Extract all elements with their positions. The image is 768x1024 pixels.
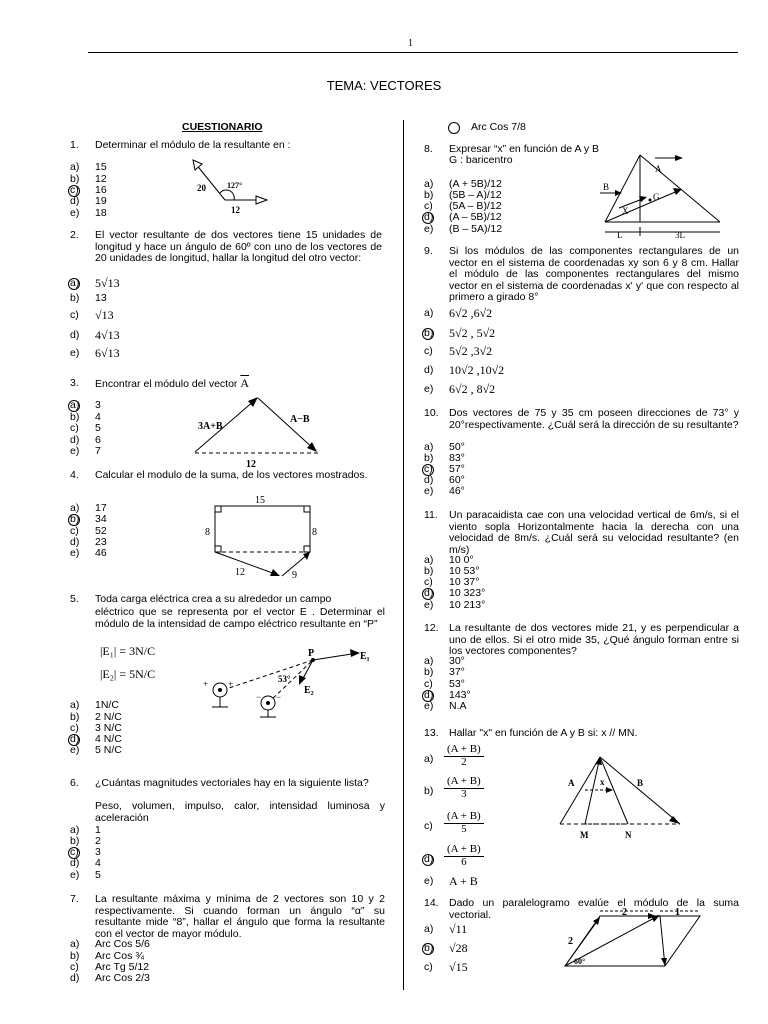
question-text-main: Encontrar el módulo del vector: [95, 378, 238, 390]
vector-symbol: $\overline{A}$: [240, 376, 249, 390]
option-value: 53°: [449, 678, 465, 690]
option-label: a): [70, 399, 80, 411]
question-number: 13.: [424, 727, 439, 739]
option-value: 1N/C: [95, 699, 119, 711]
option-value: 13: [95, 292, 107, 304]
question-number: 10.: [424, 407, 439, 419]
option-label: e): [424, 383, 434, 395]
option-label: d): [424, 211, 434, 223]
fig-label: 2: [622, 908, 627, 918]
question-text: Peso, volumen, impulso, calor, intensidad luminosa y aceleración: [95, 800, 385, 824]
option-value: 18: [95, 207, 107, 219]
fraction-denominator: 2: [461, 755, 467, 768]
option-label: c): [70, 184, 79, 196]
option-label: a): [70, 824, 80, 836]
option-label: d): [70, 195, 80, 207]
option-value: 37°: [449, 666, 465, 678]
fig-label: 20: [197, 183, 206, 193]
q4-figure: [200, 492, 330, 582]
option-value: √28: [449, 941, 468, 955]
fig-label: x: [600, 777, 605, 787]
option-value: A + B: [449, 874, 478, 888]
field-e1: |E₁| = 3N/C: [100, 644, 156, 658]
option-value: √13: [95, 308, 114, 322]
option-value: 6√2 , 8√2: [449, 382, 496, 396]
option-value: Arc Tg 5/12: [95, 961, 150, 973]
option-value: 5 N/C: [95, 744, 122, 756]
option-value: (A – 5B)/12: [449, 211, 502, 223]
option-label: a): [70, 938, 80, 950]
fig-label: 127°: [227, 181, 243, 190]
option-value: 5: [95, 422, 101, 434]
option-value: Arc Cos 7/8: [471, 121, 526, 133]
question-text: Determinar el módulo de la resultante en :: [95, 139, 291, 151]
question-text: Calcular el modulo de la suma, de los vectores mostrados.: [95, 469, 368, 481]
option-value: 6√2 ,6√2: [449, 306, 493, 320]
option-value: 57°: [449, 463, 465, 475]
question-number: 9.: [424, 245, 433, 257]
option-value: 30°: [449, 655, 465, 667]
option-label: e): [424, 599, 434, 611]
fig-label: M: [580, 830, 589, 840]
option-label: b): [70, 292, 80, 304]
question-number: 4.: [70, 469, 79, 481]
option-label: b): [70, 411, 80, 423]
question-text: Dado un paralelogramo evalúe el módulo de la suma vectorial.: [449, 897, 739, 921]
option-value: (B – 5A)/12: [449, 223, 503, 235]
option-label: b): [70, 950, 80, 962]
option-label: a): [424, 923, 434, 935]
answer-circle: [448, 122, 460, 134]
option-label: e): [424, 485, 434, 497]
option-label: c): [70, 309, 79, 321]
option-label: c): [424, 576, 433, 588]
option-value: 1: [95, 824, 101, 836]
option-label: d): [424, 474, 434, 486]
option-label: b): [424, 327, 434, 339]
option-value: N.A: [449, 700, 467, 712]
fig-label: 9: [292, 570, 297, 581]
field-e2: |E₂| = 5N/C: [100, 667, 156, 681]
question-number: 1.: [70, 139, 79, 151]
option-label: a): [424, 307, 434, 319]
option-label: c): [424, 678, 433, 690]
question-text: [95, 378, 249, 391]
section-heading: CUESTIONARIO: [182, 121, 263, 133]
option-label: c): [70, 961, 79, 973]
option-label: c): [424, 463, 433, 475]
fig-label: X: [622, 206, 629, 216]
question-number: 2.: [70, 229, 79, 241]
option-value: 4√13: [95, 328, 120, 342]
fraction-numerator: (A + B): [444, 776, 484, 789]
option-value: 4: [95, 411, 101, 423]
option-label: d): [70, 972, 80, 984]
option-value: 10 213°: [449, 599, 486, 611]
fig-label: 12: [246, 459, 256, 470]
question-number: 12.: [424, 622, 439, 634]
option-value: 60°: [449, 474, 465, 486]
option-value: 143°: [449, 689, 471, 701]
option-value: 6: [95, 434, 101, 446]
fig-label: 60°: [574, 957, 586, 966]
option-value: 5√2 , 5√2: [449, 326, 496, 340]
option-value: 2: [95, 835, 101, 847]
option-label: e): [70, 347, 80, 359]
fig-label: 8: [205, 527, 210, 538]
question-text: La resultante máxima y mínima de 2 vectores son 10 y 2 respectivamente. Si cuando forman un ángulo “α” su resultante mide “8”, hallar el ángulo que forma la resultante con el vector de mayor módulo.: [95, 893, 385, 940]
option-label: e): [424, 700, 434, 712]
option-label: b): [424, 785, 434, 797]
question-text: eléctrico que se representa por el vector E . Determinar el módulo de la intensidad de campo eléctrico resultante en “P”: [95, 606, 385, 630]
fig-label: N: [625, 830, 632, 840]
option-label: a): [424, 178, 434, 190]
option-label: e): [70, 207, 80, 219]
option-value: 17: [95, 502, 107, 514]
option-value: 16: [95, 184, 107, 196]
option-value: 10 37°: [449, 576, 480, 588]
minus-signs: −: [256, 692, 262, 702]
question-text: Un paracaidista cae con una velocidad vertical de 6m/s, si el viento sopla Horizontalmente hacia la derecha con una velocidad de 8m/s. ¿Cuál será su velocidad resultante? (en m/s): [449, 509, 739, 556]
option-label: a): [424, 655, 434, 667]
option-value: 4: [95, 857, 101, 869]
option-value: 10√2 ,10√2: [449, 363, 505, 377]
option-label: b): [70, 173, 80, 185]
option-value: 23: [95, 536, 107, 548]
question-text: La resultante de dos vectores mide 21, y es perpendicular a uno de ellos. Si el otro mide 35, ¿Qué ángulo forman entre si los vectores componentes?: [449, 622, 739, 657]
option-value: 50°: [449, 441, 465, 453]
fig-label: A: [568, 778, 575, 788]
option-value: 46°: [449, 485, 465, 497]
fig-label: 3L: [675, 230, 685, 240]
question-text: Toda carga eléctrica crea a su alrededor un campo: [95, 593, 332, 605]
fig-label: 3A+B: [198, 421, 223, 432]
option-value: 3 N/C: [95, 722, 122, 734]
option-label: e): [70, 445, 80, 457]
question-number: 8.: [424, 143, 433, 155]
option-label: b): [70, 711, 80, 723]
fig-label: 2: [568, 936, 573, 947]
option-label: b): [424, 565, 434, 577]
option-label: e): [424, 875, 434, 887]
plus-signs: +: [203, 679, 209, 689]
fraction-numerator: (A + B): [444, 811, 484, 824]
fig-label: 12: [235, 567, 245, 578]
option-value: 10 0°: [449, 554, 474, 566]
option-label: e): [70, 869, 80, 881]
fig-label: P: [308, 648, 315, 659]
option-label: d): [424, 689, 434, 701]
page-title: TEMA: VECTORES: [326, 78, 442, 93]
option-label: a): [424, 441, 434, 453]
option-value: 12: [95, 173, 107, 185]
option-label: a): [70, 502, 80, 514]
question-number: 5.: [70, 593, 79, 605]
option-value: 52: [95, 525, 107, 537]
option-label: c): [70, 422, 79, 434]
option-value: (5A – B)/12: [449, 200, 502, 212]
fig-label: L: [617, 230, 623, 240]
question-number: 14.: [424, 897, 439, 909]
minus-signs: −: [276, 692, 282, 702]
option-value: Arc Cos 5/6: [95, 938, 150, 950]
q14-figure: [560, 908, 710, 974]
option-label: b): [70, 835, 80, 847]
option-label: e): [70, 547, 80, 559]
option-value: 3: [95, 846, 101, 858]
option-label: b): [424, 189, 434, 201]
question-number: 11.: [424, 509, 438, 521]
option-label: c): [70, 525, 79, 537]
header-rule: [88, 52, 738, 53]
option-value: 4 N/C: [95, 733, 122, 745]
option-label: b): [70, 513, 80, 525]
option-label: d): [424, 587, 434, 599]
option-label: a): [70, 161, 80, 173]
option-label: d): [70, 536, 80, 548]
question-number: 7.: [70, 893, 79, 905]
option-label: a): [70, 277, 80, 289]
fig-label: 53°: [278, 674, 291, 684]
fig-label: E₂: [304, 685, 314, 696]
option-label: d): [70, 434, 80, 446]
option-label: c): [424, 820, 433, 832]
option-label: c): [70, 722, 79, 734]
option-label: d): [424, 364, 434, 376]
q8-figure: [595, 150, 730, 240]
option-value: 83°: [449, 452, 465, 464]
fraction-denominator: 6: [461, 855, 467, 868]
option-label: a): [424, 554, 434, 566]
question-text: Dos vectores de 75 y 35 cm poseen direcciones de 73° y 20°respectivamente. ¿Cuál será la dirección de su resultante?: [449, 407, 739, 431]
option-value: 19: [95, 195, 107, 207]
fraction-denominator: 5: [461, 822, 467, 835]
option-value: (A + 5B)/12: [449, 178, 502, 190]
option-value: 15: [95, 161, 107, 173]
option-label: c): [424, 200, 433, 212]
option-value: 2 N/C: [95, 711, 122, 723]
fig-label: 12: [231, 205, 240, 215]
q1-figure: [190, 155, 280, 215]
option-label: a): [424, 753, 434, 765]
option-label: e): [424, 223, 434, 235]
q13-figure: [555, 752, 690, 844]
option-value: √11: [449, 922, 468, 936]
option-label: c): [70, 846, 79, 858]
fig-label: E₁: [360, 651, 370, 662]
page-number: 1: [408, 38, 413, 49]
option-label: d): [70, 857, 80, 869]
question-number: 6.: [70, 777, 79, 789]
q3-figure: [190, 392, 330, 470]
fig-label: 15: [255, 495, 265, 506]
option-label: a): [70, 699, 80, 711]
option-label: d): [70, 733, 80, 745]
column-divider: [403, 120, 404, 990]
fig-label: B: [637, 778, 644, 788]
option-label: c): [424, 345, 433, 357]
option-value: 34: [95, 513, 107, 525]
fraction-numerator: (A + B): [444, 844, 484, 857]
option-value: 10 323°: [449, 587, 486, 599]
plus-signs: +: [228, 679, 234, 689]
fig-label: G: [653, 192, 660, 202]
q5-figure: [198, 645, 378, 720]
option-label: b): [424, 452, 434, 464]
fraction-denominator: 3: [461, 787, 467, 800]
option-label: d): [424, 853, 434, 865]
option-label: b): [424, 942, 434, 954]
option-label: e): [70, 744, 80, 756]
fig-label: 1: [675, 908, 680, 918]
option-label: c): [424, 961, 433, 973]
option-value: Arc Cos ¾: [95, 950, 145, 962]
fraction-numerator: (A + B): [444, 744, 484, 757]
option-label: d): [70, 329, 80, 341]
question-text: Hallar "x" en función de A y B si: x // MN.: [449, 727, 638, 739]
question-text: ¿Cuántas magnitudes vectoriales hay en la siguiente lista?: [95, 777, 369, 789]
option-value: 5√2 ,3√2: [449, 344, 493, 358]
option-value: 7: [95, 445, 101, 457]
fig-label: A−B: [290, 414, 310, 425]
fig-label: 8: [312, 527, 317, 538]
question-number: 3.: [70, 377, 79, 389]
option-value: 5√13: [95, 276, 120, 290]
fig-label: B: [603, 182, 610, 192]
option-value: (5B – A)/12: [449, 189, 502, 201]
option-value: 6√13: [95, 346, 120, 360]
fig-label: A: [655, 164, 662, 174]
option-value: 46: [95, 547, 107, 559]
question-text: El vector resultante de dos vectores tiene 15 unidades de longitud y hace un ángulo de 60º con uno de los vectores de 20 unidades de longitud, hallar la longitud del otro vector:: [95, 229, 382, 264]
option-value: 5: [95, 869, 101, 881]
option-value: Arc Cos 2/3: [95, 972, 150, 984]
question-text: Si los módulos de las componentes rectangulares de un vector en el sistema de coordenadas xy son 6 y 8 cm. Hallar el módulo de las componentes rectangulares del mismo vector en el sistema de coordenadas x' y' que con respecto al primero a girado 8°: [449, 245, 739, 303]
question-text: Expresar “x” en función de A y B: [449, 143, 599, 155]
question-text: G : baricentro: [449, 154, 513, 166]
option-value: √15: [449, 960, 468, 974]
option-label: b): [424, 666, 434, 678]
option-value: 10 53°: [449, 565, 480, 577]
option-value: 3: [95, 399, 101, 411]
